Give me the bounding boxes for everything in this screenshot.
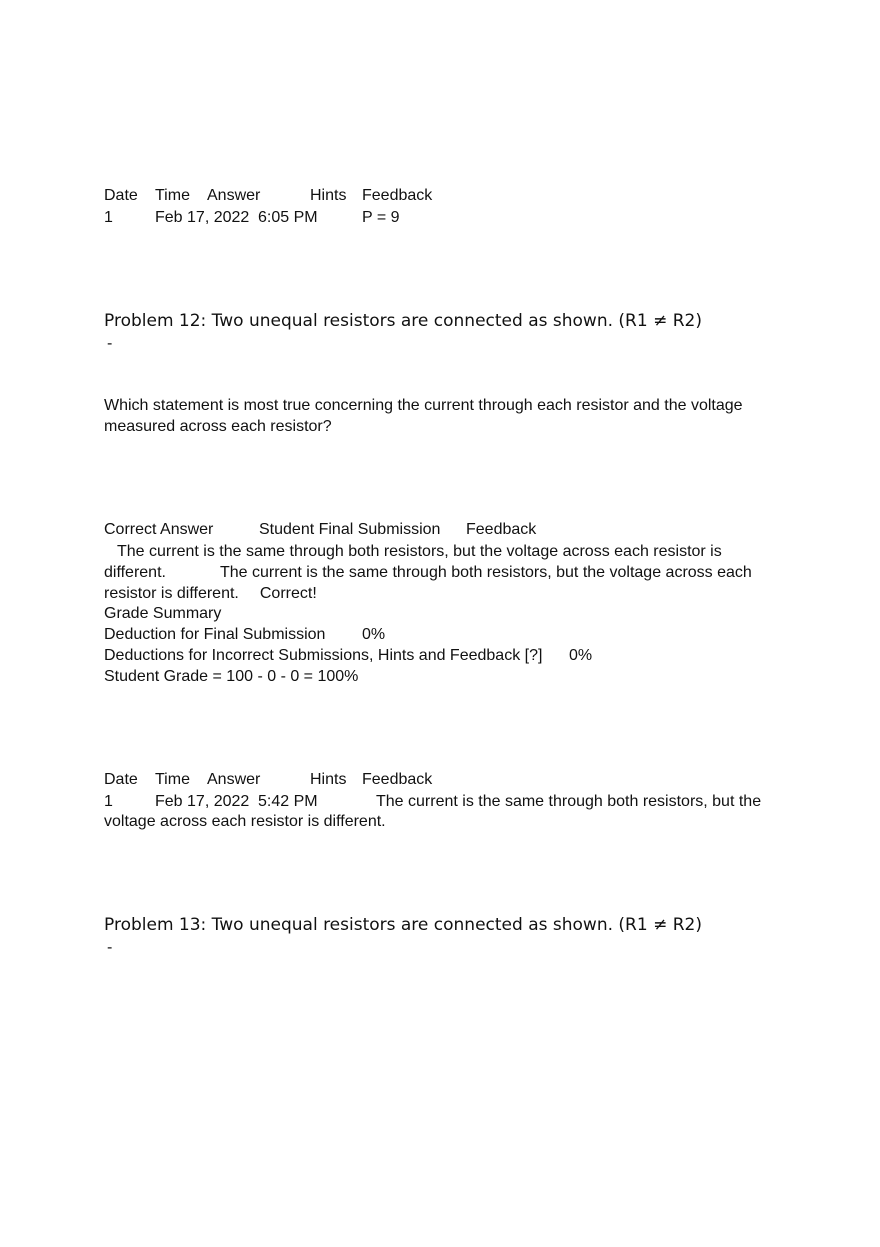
row-number: 1 xyxy=(104,793,113,810)
col-header-answer: Answer xyxy=(207,187,261,204)
row-answer-line1: The current is the same through both resistors, but the xyxy=(376,793,762,810)
incorrect-deduction-value: 0% xyxy=(569,647,593,664)
problem-12-question: Which statement is most true concerning the current through each resistor and the voltage measured across each resistor? xyxy=(104,397,743,435)
col-header-hints: Hints xyxy=(310,187,347,204)
header-student-submission: Student Final Submission xyxy=(259,521,441,538)
col-header-date: Date xyxy=(104,187,138,204)
problem-12-title: Problem 12: Two unequal resistors are connected as shown. (R1 ≠ R2) xyxy=(104,311,702,331)
header-correct-answer: Correct Answer xyxy=(104,521,214,538)
col-header-feedback: Feedback xyxy=(362,771,433,788)
grade-summary-title: Grade Summary xyxy=(104,605,222,622)
problem-12-dash: - xyxy=(107,335,113,352)
row-answer: P = 9 xyxy=(362,209,400,226)
row-time: 5:42 PM xyxy=(258,793,318,810)
final-deduction-value: 0% xyxy=(362,626,386,643)
header-feedback: Feedback xyxy=(466,521,537,538)
col-header-time: Time xyxy=(155,187,190,204)
row-answer-line2: voltage across each resistor is different. xyxy=(104,813,386,830)
problem-13-dash: - xyxy=(107,939,113,956)
student-grade: Student Grade = 100 - 0 - 0 = 100% xyxy=(104,668,359,685)
col-header-hints: Hints xyxy=(310,771,347,788)
col-header-date: Date xyxy=(104,771,138,788)
final-deduction-label: Deduction for Final Submission xyxy=(104,626,326,643)
row-time: 6:05 PM xyxy=(258,209,318,226)
row-date: Feb 17, 2022 xyxy=(155,209,250,226)
row-number: 1 xyxy=(104,209,113,226)
col-header-answer: Answer xyxy=(207,771,261,788)
feedback-text: Correct! xyxy=(259,585,317,602)
incorrect-deduction-label: Deductions for Incorrect Submissions, Hints and Feedback [?] xyxy=(104,647,543,664)
student-answer-text: The current is the same through both resistors, but the voltage across each resistor is different. xyxy=(104,564,752,602)
problem-13-title: Problem 13: Two unequal resistors are connected as shown. (R1 ≠ R2) xyxy=(104,915,702,935)
result-row xyxy=(104,541,774,604)
col-header-time: Time xyxy=(155,771,190,788)
col-header-feedback: Feedback xyxy=(362,187,433,204)
correct-answer-text: The current is the same through both resistors, but the voltage across each resistor is different. xyxy=(104,543,722,581)
row-date: Feb 17, 2022 xyxy=(155,793,250,810)
